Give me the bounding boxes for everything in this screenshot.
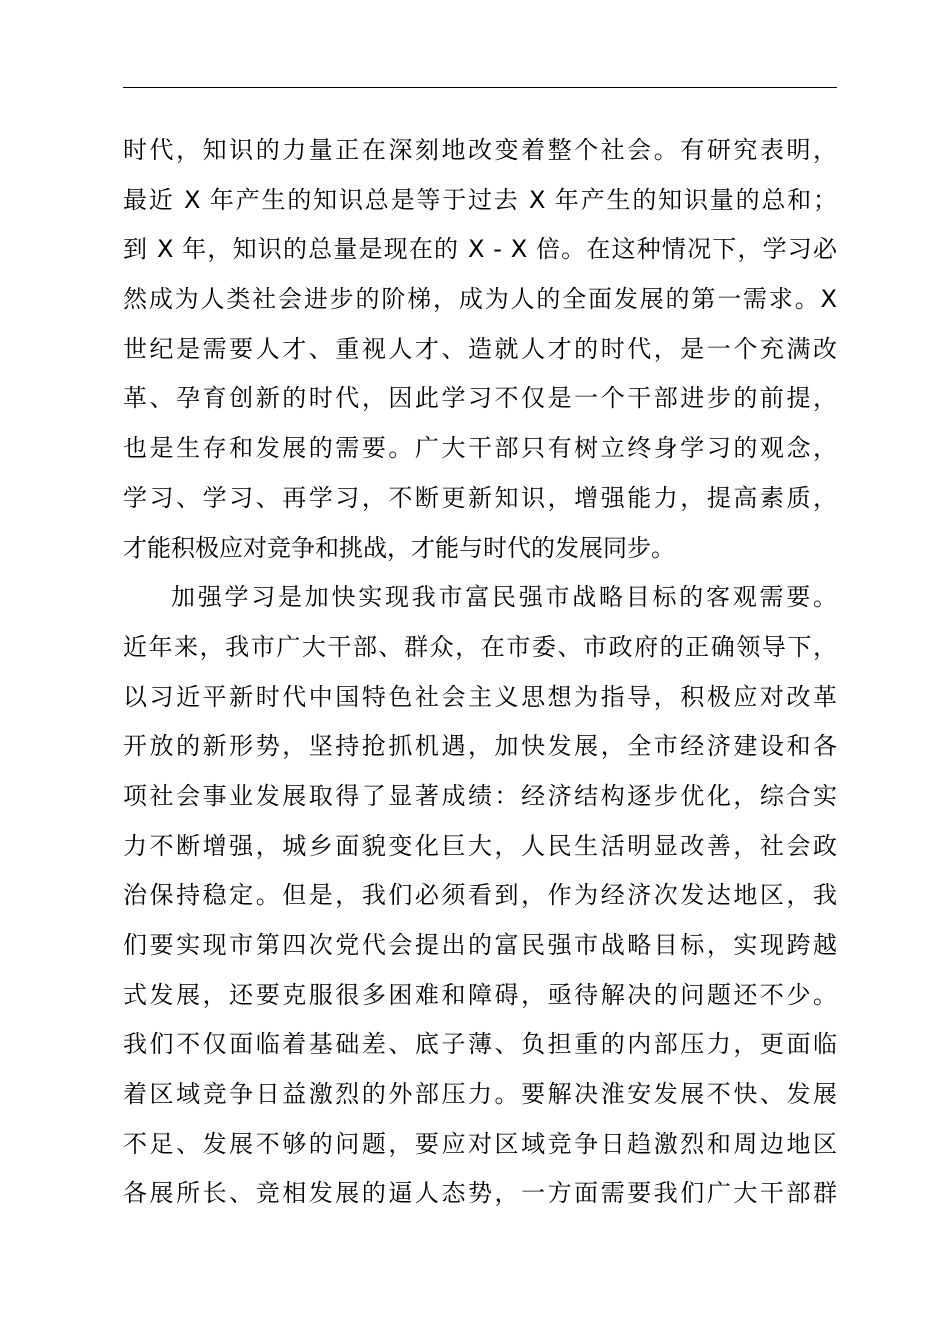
text-line: 式发展，还要克服很多困难和障碍，亟待解决的问题还不少。 bbox=[123, 980, 837, 1009]
text-line: 治保持稳定。但是，我们必须看到，作为经济次发达地区，我 bbox=[123, 881, 837, 910]
text-line: 到 X 年，知识的总量是现在的 X - X 倍。在这种情况下，学习必 bbox=[123, 235, 837, 264]
text-line: 近年来，我市广大干部、群众，在市委、市政府的正确领导下， bbox=[123, 632, 837, 661]
text-line: 学习、学习、再学习，不断更新知识，增强能力，提高素质， bbox=[123, 483, 837, 512]
text-line: 时代，知识的力量正在深刻地改变着整个社会。有研究表明， bbox=[123, 136, 837, 164]
text-line: 我们不仅面临着基础差、底子薄、负担重的内部压力，更面临 bbox=[123, 1030, 837, 1059]
text-line: 世纪是需要人才、重视人才、造就人才的时代，是一个充满改 bbox=[123, 334, 837, 363]
text-line: 不足、发展不够的问题，要应对区域竞争日趋激烈和周边地区 bbox=[123, 1129, 837, 1158]
text-line: 着区域竞争日益激烈的外部压力。要解决淮安发展不快、发展 bbox=[123, 1080, 837, 1109]
body-text bbox=[123, 126, 837, 1219]
text-line: 力不断增强，城乡面貌变化巨大，人民生活明显改善，社会政 bbox=[123, 831, 837, 860]
text-line: 革、孕育创新的时代，因此学习不仅是一个干部进步的前提， bbox=[123, 384, 837, 413]
text-line: 然成为人类社会进步的阶梯，成为人的全面发展的第一需求。X bbox=[123, 285, 837, 314]
text-line: 才能积极应对竞争和挑战，才能与时代的发展同步。 bbox=[123, 533, 675, 562]
text-line: 项社会事业发展取得了显著成绩：经济结构逐步优化，综合实 bbox=[123, 781, 837, 810]
header-rule bbox=[123, 87, 837, 88]
text-line: 开放的新形势，坚持抢抓机遇，加快发展，全市经济建设和各 bbox=[123, 732, 837, 761]
text-line: 最近 X 年产生的知识总是等于过去 X 年产生的知识量的总和； bbox=[123, 185, 837, 214]
text-line: 以习近平新时代中国特色社会主义思想为指导，积极应对改革 bbox=[123, 682, 837, 711]
text-line: 加强学习是加快实现我市富民强市战略目标的客观需要。 bbox=[171, 583, 837, 612]
text-line: 也是生存和发展的需要。广大干部只有树立终身学习的观念， bbox=[123, 434, 837, 463]
text-line: 们要实现市第四次党代会提出的富民强市战略目标，实现跨越 bbox=[123, 931, 837, 959]
text-line: 各展所长、竞相发展的逼人态势，一方面需要我们广大干部群 bbox=[123, 1179, 837, 1208]
